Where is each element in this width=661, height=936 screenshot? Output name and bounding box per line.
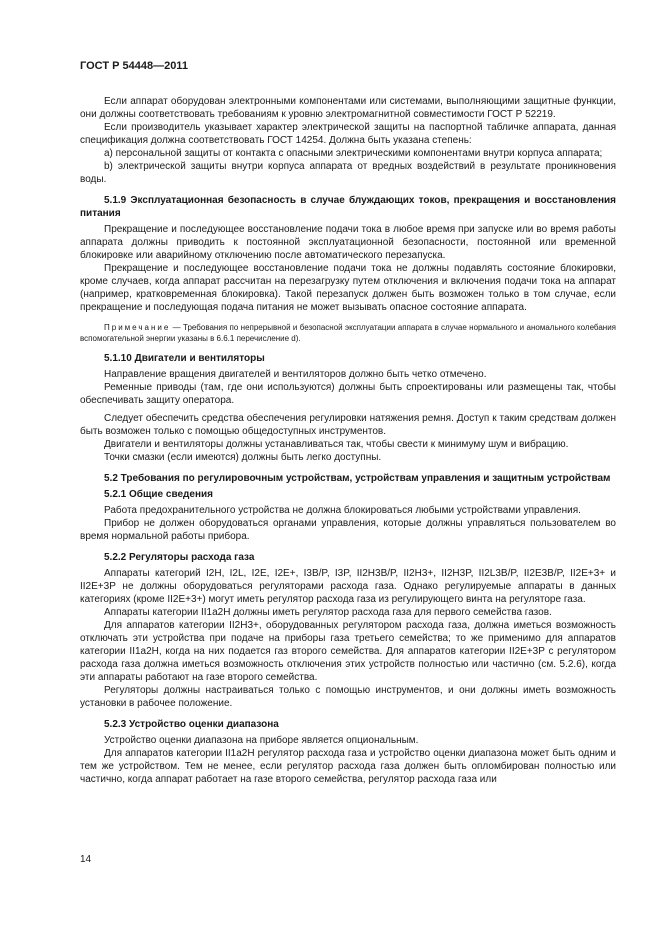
list-item: а) персональной защиты от контакта с опасными электрическими компонентами внутри корпуса аппарата; xyxy=(104,148,603,159)
paragraph: Аппараты категорий I2H, I2L, I2E, I2E+, I3B/P, I3P, II2H3B/P, II2H3+, II2H3P, II2L3B/P, II2E3B/P, II2E+3+ и II2E+3P не должны оборудоваться регуляторами расхода газа. Однако регулируемые аппараты в данных категориях (кроме II2E+3+) могут иметь регулятор расхода газа из регулирующего винта на регуляторе газа. xyxy=(80,568,616,605)
paragraph: Аппараты категории II1a2H должны иметь регулятор расхода газа для первого семейства газов. xyxy=(104,607,552,618)
note xyxy=(80,322,616,344)
paragraph: Для аппаратов категории II1a2H регулятор расхода газа и устройство оценки диапазона может быть одним и тем же устройством. Тем не менее, если регулятор расхода газа должен быть опломбирован полностью или частично, когда аппарат работает на газе второго семейства, регулятор расхода газа или xyxy=(80,748,616,785)
section-heading: 5.2.1 Общие сведения xyxy=(104,489,213,500)
paragraph: Если производитель указывает характер электрической защиты на паспортной табличке аппарата, данная спецификация должна соответствовать ГОСТ 14254. Должна быть указана степень: xyxy=(80,122,616,146)
section-heading: 5.2.2 Регуляторы расхода газа xyxy=(104,552,255,563)
note-text: — Требования по непрерывной и безопасной эксплуатации аппарата в случае нормального и аномального колебания вспомогательной энергии указаны в 6.6.1 перечисление d). xyxy=(80,323,616,343)
page-header: ГОСТ Р 54448—2011 xyxy=(80,60,188,72)
paragraph: Регуляторы должны настраиваться только с помощью инструментов, и они должны иметь возможность установки в рабочее положение. xyxy=(80,685,616,709)
page-number: 14 xyxy=(80,854,92,865)
paragraph: Двигатели и вентиляторы должны устанавливаться так, чтобы свести к минимуму шум и вибрацию. xyxy=(104,439,569,450)
paragraph: Для аппаратов категории II2H3+, оборудованных регулятором расхода газа, должна иметься возможность отключать эти устройства при подаче на приборы газа третьего семейства; то же применимо для аппаратов категории II1a2H, когда на них подается газ второго семейства. Для аппаратов категории II2E+3P с регулятором расхода газа должна иметься возможность отключения этих устройств полностью или частично (см. 5.2.6), когда эти аппараты работают на газе второго семейства. xyxy=(80,620,616,683)
list-item: b) электрической защиты внутри корпуса аппарата от вредных воздействий в результате проникновения воды. xyxy=(80,161,616,185)
section-heading: 5.1.10 Двигатели и вентиляторы xyxy=(104,353,265,364)
paragraph: Прибор не должен оборудоваться органами управления, которые должны управляться пользователем во время нормальной работы прибора. xyxy=(80,518,616,542)
note-label: Примечание xyxy=(104,323,171,332)
section-heading: 5.2 Требования по регулировочным устройствам, устройствам управления и защитным устройствам xyxy=(104,473,611,484)
paragraph: Прекращение и последующее восстановление подачи тока не должны подавлять состояние блокировки, кроме случаев, когда аппарат рассчитан на перезагрузку путем отключения и включения подачи тока на аппарат (например, кратковременная блокировка). Такой перезапуск должен быть возможен только в том случае, если прекращение и последующая подача питания не может вызывать опасное состояние аппарата. xyxy=(80,263,616,313)
section-heading: 5.2.3 Устройство оценки диапазона xyxy=(104,719,279,730)
section-heading: 5.1.9 Эксплуатационная безопасность в случае блуждающих токов, прекращения и восстановления питания xyxy=(80,195,616,219)
paragraph: Устройство оценки диапазона на приборе является опциональным. xyxy=(104,735,419,746)
paragraph: Следует обеспечить средства обеспечения регулировки натяжения ремня. Доступ к таким средствам должен быть возможен только с помощью общедоступных инструментов. xyxy=(80,413,616,437)
paragraph: Прекращение и последующее восстановление подачи тока в любое время при запуске или во время работы аппарата должны приводить к постоянной эксплуатационной безопасности, постоянной или временной блокировке или аварийному отключению после автоматического перезапуска. xyxy=(80,224,616,261)
paragraph: Работа предохранительного устройства не должна блокироваться любыми устройствами управления. xyxy=(104,505,581,516)
paragraph: Ременные приводы (там, где они используются) должны быть спроектированы или размещены так, чтобы обеспечивать защиту оператора. xyxy=(80,382,616,406)
paragraph: Направление вращения двигателей и вентиляторов должно быть четко отмечено. xyxy=(104,369,487,380)
paragraph: Точки смазки (если имеются) должны быть легко доступны. xyxy=(104,452,382,463)
paragraph: Если аппарат оборудован электронными компонентами или системами, выполняющими защитные функции, они должны соответствовать требованиям к уровню электромагнитной совместимости ГОСТ Р 52219. xyxy=(80,96,616,120)
